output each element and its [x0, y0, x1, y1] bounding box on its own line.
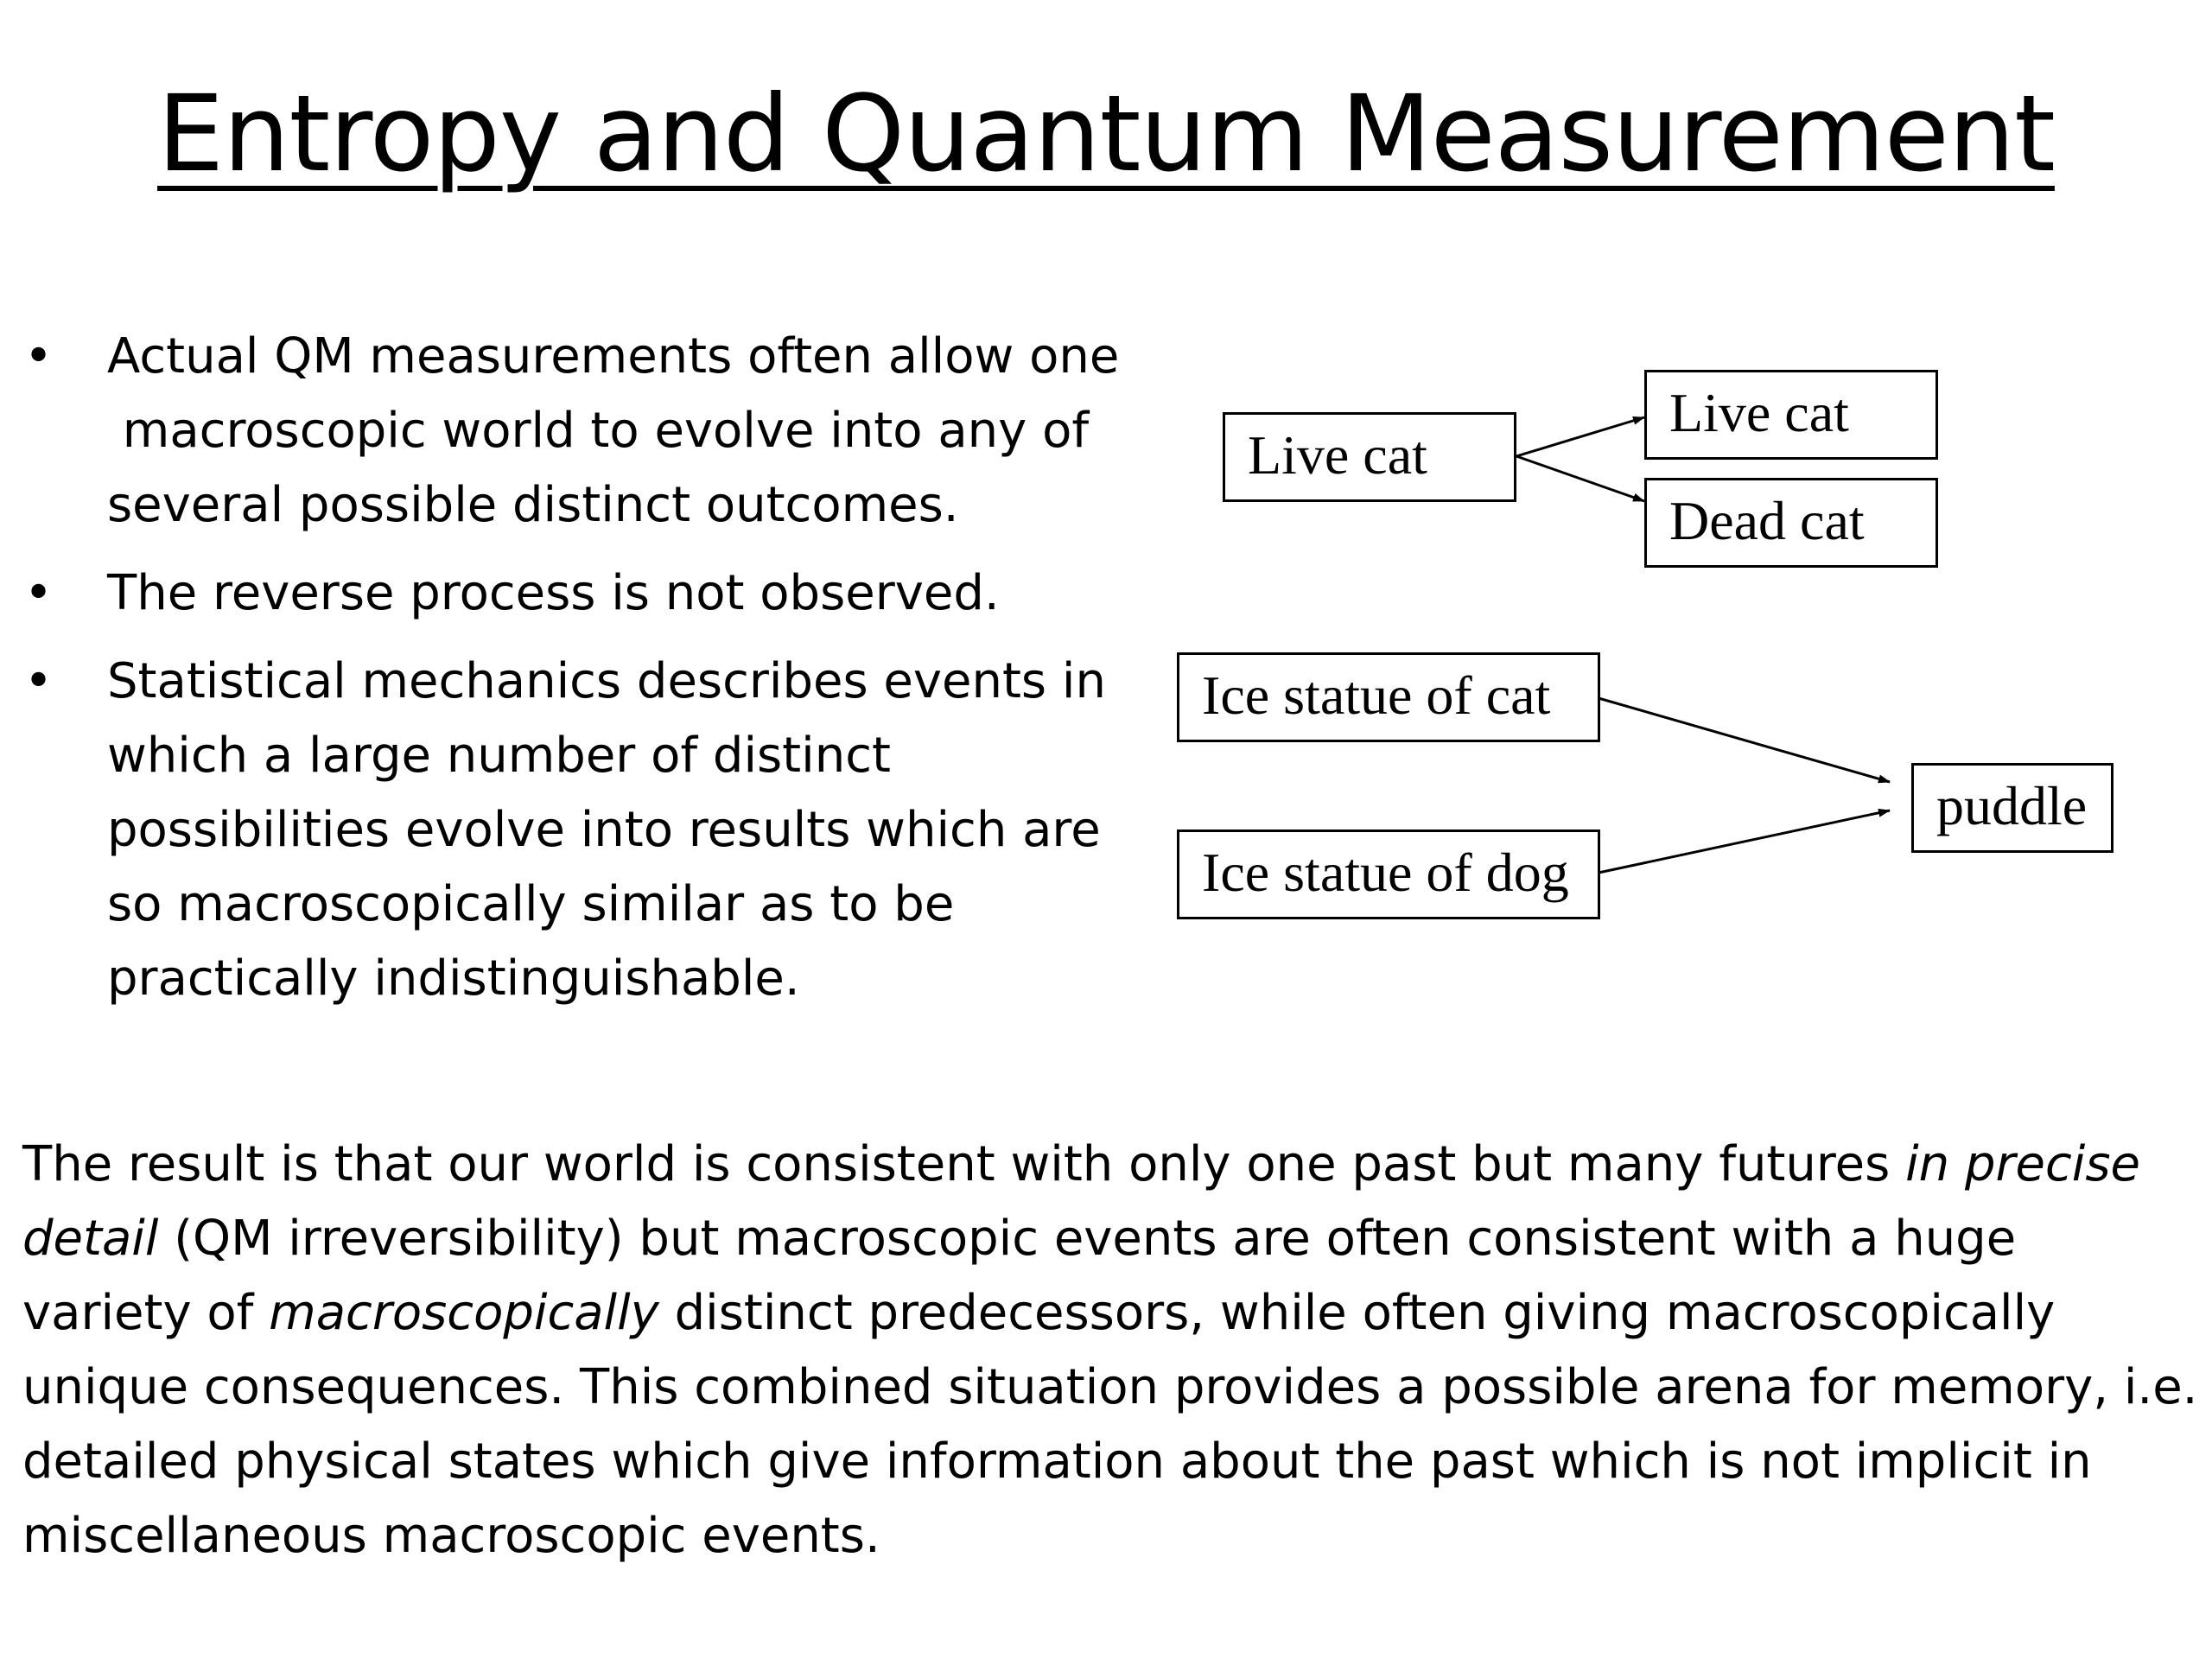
conclusion-text: distinct predecessors, while often giving macroscopically unique consequences. This combined situation provides a possible arena for memory, i.e. detailed physical states which give information about the past which is not implicit in miscellaneous macroscopic events. [22, 1285, 2198, 1564]
bullet-line: practically indistinguishable. [107, 950, 800, 1007]
arrow-cat-to-puddle [1599, 698, 1890, 782]
conclusion-text: (QM irreversibility) but macroscopic events are often consistent with a huge variety of [22, 1211, 2017, 1341]
node-label: Live cat [1248, 424, 1427, 486]
bullet-icon: • [24, 565, 54, 621]
conclusion-text: The result is that our world is consistent with only one past but many futures [22, 1136, 1906, 1192]
slide-title-text: Entropy and Quantum Measurement [157, 73, 2055, 195]
bullet-item [0, 320, 1192, 543]
bullet-item [0, 645, 1192, 1016]
arrow-live-to-dead [1516, 456, 1644, 501]
node-label: puddle [1936, 775, 2088, 836]
bullet-icon: • [24, 653, 54, 709]
bullet-line: Actual QM measurements often allow one [107, 328, 1120, 385]
node-ice-statue-dog [1177, 830, 1600, 919]
arrow-live-to-live [1516, 417, 1644, 456]
arrow-dog-to-puddle [1599, 810, 1890, 873]
node-live-cat-outcome [1644, 370, 1938, 460]
bullet-list [0, 320, 1192, 1030]
bullet-line: possibilities evolve into results which are [107, 802, 1101, 858]
conclusion-emphasis: in precise detail [22, 1136, 2140, 1267]
bullet-line: macroscopic world to evolve into any of [107, 403, 1090, 459]
bullet-line: Statistical mechanics describes events in [107, 653, 1106, 709]
node-label: Live cat [1669, 382, 1849, 443]
measurement-diagram [1171, 363, 2121, 933]
node-label: Dead cat [1669, 490, 1865, 551]
bullet-line: several possible distinct outcomes. [107, 477, 959, 533]
bullet-icon: • [24, 328, 54, 385]
conclusion-emphasis: macroscopically [269, 1285, 659, 1341]
bullet-line: The reverse process is not observed. [107, 565, 1000, 621]
bullet-line: so macroscopically similar as to be [107, 876, 955, 932]
node-label: Ice statue of dog [1202, 842, 1569, 903]
node-ice-statue-cat [1177, 652, 1600, 742]
node-dead-cat-outcome [1644, 478, 1938, 568]
slide-title [0, 69, 2212, 199]
node-label: Ice statue of cat [1202, 664, 1551, 726]
node-puddle [1911, 763, 2113, 853]
bullet-line: which a large number of distinct [107, 728, 891, 784]
bullet-item [0, 556, 1192, 631]
node-live-cat-source [1223, 412, 1516, 502]
conclusion-paragraph [22, 1128, 2200, 1573]
